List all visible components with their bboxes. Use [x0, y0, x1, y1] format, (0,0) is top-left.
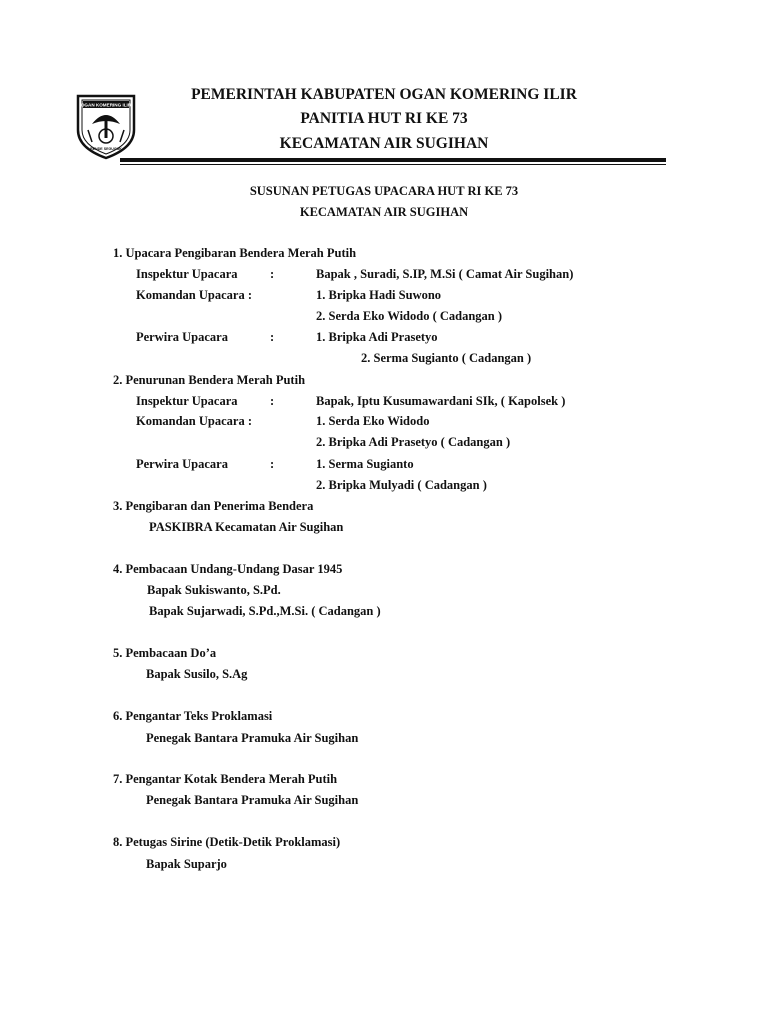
- s2-perwira-1: 1. Serma Sugianto: [316, 457, 414, 471]
- s1-perwira-1: 1. Bripka Adi Prasetyo: [316, 330, 438, 344]
- logo-text-bottom: BENDE SEGUGUK: [90, 147, 122, 151]
- s4-line-1: Bapak Sukiswanto, S.Pd.: [147, 583, 281, 597]
- s3-line-1: PASKIBRA Kecamatan Air Sugihan: [149, 520, 344, 534]
- s2-perwira-2: 2. Bripka Mulyadi ( Cadangan ): [316, 478, 487, 492]
- header-divider-thin: [120, 164, 666, 165]
- s6-line-1: Penegak Bantara Pramuka Air Sugihan: [146, 731, 359, 745]
- header-line-committee: PANITIA HUT RI KE 73: [300, 110, 468, 127]
- s2-inspektur-colon: :: [270, 394, 275, 408]
- section-4-heading: 4. Pembacaan Undang-Undang Dasar 1945: [113, 562, 343, 576]
- s1-inspektur-colon: :: [270, 267, 275, 281]
- s2-perwira-label: Perwira Upacara: [136, 457, 228, 471]
- header-line-government: PEMERINTAH KABUPATEN OGAN KOMERING ILIR: [191, 86, 577, 103]
- s1-komandan-label: Komandan Upacara :: [136, 288, 252, 302]
- s2-perwira-colon: :: [270, 457, 275, 471]
- section-1-heading: 1. Upacara Pengibaran Bendera Merah Putih: [113, 246, 357, 260]
- document-subtitle: KECAMATAN AIR SUGIHAN: [299, 205, 469, 219]
- section-2-heading: 2. Penurunan Bendera Merah Putih: [113, 373, 306, 387]
- s1-inspektur-value: Bapak , Suradi, S.IP, M.Si ( Camat Air Sugihan): [316, 267, 574, 281]
- section-6-heading: 6. Pengantar Teks Proklamasi: [113, 709, 273, 723]
- header-divider-thick: [120, 158, 666, 162]
- s1-perwira-label: Perwira Upacara: [136, 330, 228, 344]
- s2-inspektur-label: Inspektur Upacara: [136, 394, 238, 408]
- s7-line-1: Penegak Bantara Pramuka Air Sugihan: [146, 793, 359, 807]
- s2-inspektur-value: Bapak, Iptu Kusumawardani SIk, ( Kapolsek ): [316, 394, 566, 408]
- s1-inspektur-label: Inspektur Upacara: [136, 267, 238, 281]
- s2-komandan-1: 1. Serda Eko Widodo: [316, 414, 430, 428]
- s5-line-1: Bapak Susilo, S.Ag: [146, 667, 248, 681]
- s1-perwira-2: 2. Serma Sugianto ( Cadangan ): [361, 351, 532, 365]
- s1-komandan-2: 2. Serda Eko Widodo ( Cadangan ): [316, 309, 503, 323]
- section-8-heading: 8. Petugas Sirine (Detik-Detik Proklamasi): [113, 835, 341, 849]
- s1-perwira-colon: :: [270, 330, 275, 344]
- logo-text-top: OGAN KOMERING ILIR: [80, 102, 132, 108]
- section-3-heading: 3. Pengibaran dan Penerima Bendera: [113, 499, 314, 513]
- s8-line-1: Bapak Suparjo: [146, 857, 227, 871]
- s2-komandan-label: Komandan Upacara :: [136, 414, 252, 428]
- document-title: SUSUNAN PETUGAS UPACARA HUT RI KE 73: [249, 184, 519, 198]
- header-line-district: KECAMATAN AIR SUGIHAN: [279, 135, 489, 152]
- s2-komandan-2: 2. Bripka Adi Prasetyo ( Cadangan ): [316, 435, 511, 449]
- section-5-heading: 5. Pembacaan Do’a: [113, 646, 217, 660]
- s4-line-2: Bapak Sujarwadi, S.Pd.,M.Si. ( Cadangan ): [149, 604, 381, 618]
- s1-komandan-1: 1. Bripka Hadi Suwono: [316, 288, 442, 302]
- section-7-heading: 7. Pengantar Kotak Bendera Merah Putih: [113, 772, 338, 786]
